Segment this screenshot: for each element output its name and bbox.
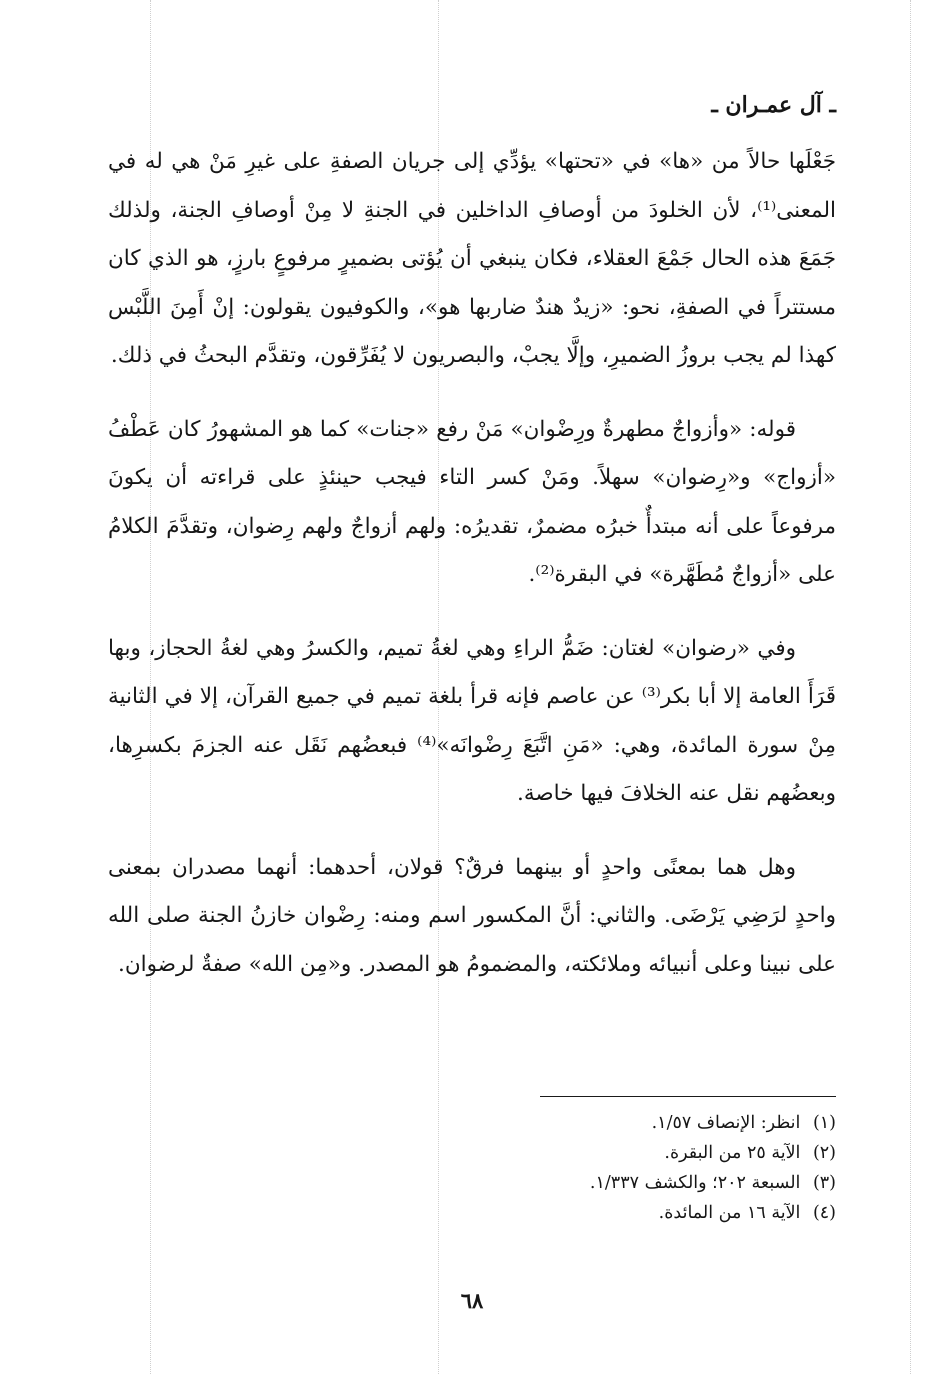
footnote-text: الآية ٢٥ من البقرة. — [664, 1143, 801, 1163]
footnote — [108, 1108, 836, 1138]
footnote-text: السبعة ٢٠٢؛ والكشف ١/٣٣٧. — [589, 1173, 801, 1193]
page-number: ٦٨ — [460, 1288, 484, 1313]
footnote-number: (٣) — [812, 1173, 836, 1193]
paragraph: قوله: «وأزواجٌ مطهرةٌ ورِضْوان» مَنْ رفع «جنات» كما هو المشهورُ كان عَطْفُ «أزواج» و«رِضوان» سهلاً. ومَنْ كسر التاء فيجب حينئذٍ على قراءته أن يكونَ مرفوعاً على أنه مبتدأٌ خبرُه مضمرٌ، تقديرُه: ولهم أزواجٌ ولهم رِضوان، وتقدَّمَ الكلامُ على «أزواجٌ مُطَهَّرة» في البقرة⁽²⁾. — [108, 416, 836, 587]
footnotes-divider — [540, 1096, 836, 1097]
footnote-text: الآية ١٦ من المائدة. — [658, 1203, 801, 1223]
paragraph: وهل هما بمعنًى واحدٍ أو بينهما فرقٌ؟ قولان، أحدهما: أنهما مصدران بمعنى واحدٍ لرَضِي يَرْضَى. والثاني: أنَّ المكسور اسم ومنه: رِضْوان خازنُ الجنة صلى الله على نبينا وعلى أنبيائه وملائكته، والمضمومُ هو المصدر. و«مِن الله» صفةٌ لرضوان. — [108, 854, 836, 977]
footnote-number: (٤) — [812, 1203, 836, 1223]
footnote-number: (٢) — [812, 1143, 836, 1163]
main-text — [108, 138, 836, 1014]
footnote — [108, 1198, 836, 1228]
scan-guide-line — [910, 0, 911, 1374]
paragraph: جَعْلَها حالاً من «ها» في «تحتها» يؤدِّي إلى جريان الصفةِ على غيرِ مَنْ هي له في المعنى⁽¹⁾، لأن الخلودَ من أوصافِ الداخلين في الجنةِ لا مِنْ أوصافِ الجنة، ولذلك جَمَعَ هذه الحال جَمْعَ العقلاء، فكان ينبغي أن يُؤتى بضميرٍ مرفوعٍ بارزٍ، هو الذي كان مستتراً في الصفةِ، نحو: «زيدٌ هندٌ ضاربها هو»، والكوفيون يقولون: إنْ أَمِنَ اللَّبْس كهذا لم يجب بروزُ الضميرِ، وإلَّا يجبْ، والبصريون لا يُفَرِّقون، وتقدَّم البحثُ في ذلك. — [108, 149, 836, 368]
footnote — [108, 1168, 836, 1198]
footnote-text: انظر: الإنصاف ١/٥٧. — [651, 1113, 801, 1133]
footnote — [108, 1138, 836, 1168]
running-head: ـ آل عمـران ـ — [711, 92, 836, 118]
footnote-number: (١) — [812, 1113, 836, 1133]
paragraph: وفي «رضوان» لغتان: ضَمُّ الراءِ وهي لغةُ تميم، والكسرُ وهي لغةُ الحجاز، وبها قَرَأَ العامة إلا أبا بكر⁽³⁾ عن عاصم فإنه قرأ بلغة تميم في جميع القرآن، إلا في الثانية مِنْ سورة المائدة، وهي: «مَنِ اتَّبَعَ رِضْوانَه»⁽⁴⁾ فبعضُهم نَقَل عنه الجزمَ بكسرِها، وبعضُهم نقل عنه الخلافَ فيها خاصة. — [108, 635, 837, 806]
footnotes-list — [108, 1108, 836, 1228]
